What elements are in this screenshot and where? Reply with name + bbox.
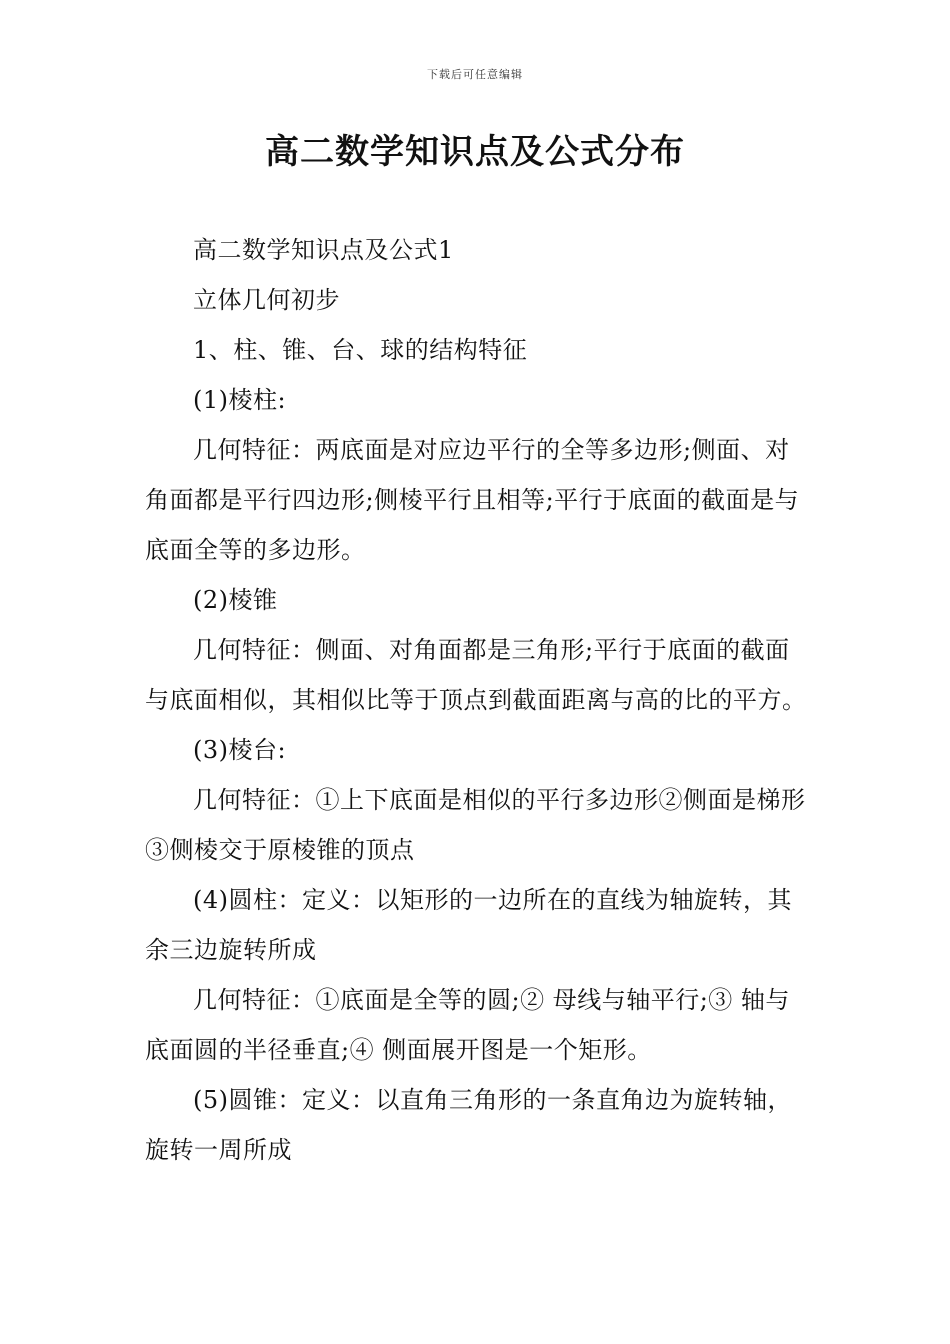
document-title: 高二数学知识点及公式分布	[265, 132, 685, 172]
document-body	[145, 225, 810, 1175]
item-heading-frustum: (3)棱台:	[193, 736, 287, 764]
subtopic-heading: 1、柱、锥、台、球的结构特征	[193, 336, 528, 364]
paragraph-cone-definition: (5)圆锥：定义：以直角三角形的一条直角边为旋转轴，旋转一周所成	[145, 1086, 792, 1164]
section-heading: 高二数学知识点及公式1	[193, 236, 454, 264]
item-heading-pyramid: (2)棱锥	[193, 586, 278, 614]
paragraph-cylinder-features: 几何特征：①底面是全等的圆;② 母线与轴平行;③ 轴与底面圆的半径垂直;④ 侧面展开图是一个矩形。	[145, 986, 790, 1064]
paragraph-frustum-features: 几何特征：①上下底面是相似的平行多边形②侧面是梯形③侧棱交于原棱锥的顶点	[145, 786, 806, 864]
topic-heading: 立体几何初步	[193, 286, 340, 314]
paragraph-prism-features: 几何特征：两底面是对应边平行的全等多边形;侧面、对角面都是平行四边形;侧棱平行且相等;平行于底面的截面是与底面全等的多边形。	[145, 436, 800, 564]
paragraph-cylinder-definition: (4)圆柱：定义：以矩形的一边所在的直线为轴旋转，其余三边旋转所成	[145, 886, 792, 964]
item-heading-prism: (1)棱柱:	[193, 386, 287, 414]
paragraph-pyramid-features: 几何特征：侧面、对角面都是三角形;平行于底面的截面与底面相似，其相似比等于顶点到截面距离与高的比的平方。	[145, 636, 807, 714]
header-note: 下载后可任意编辑	[427, 68, 523, 81]
